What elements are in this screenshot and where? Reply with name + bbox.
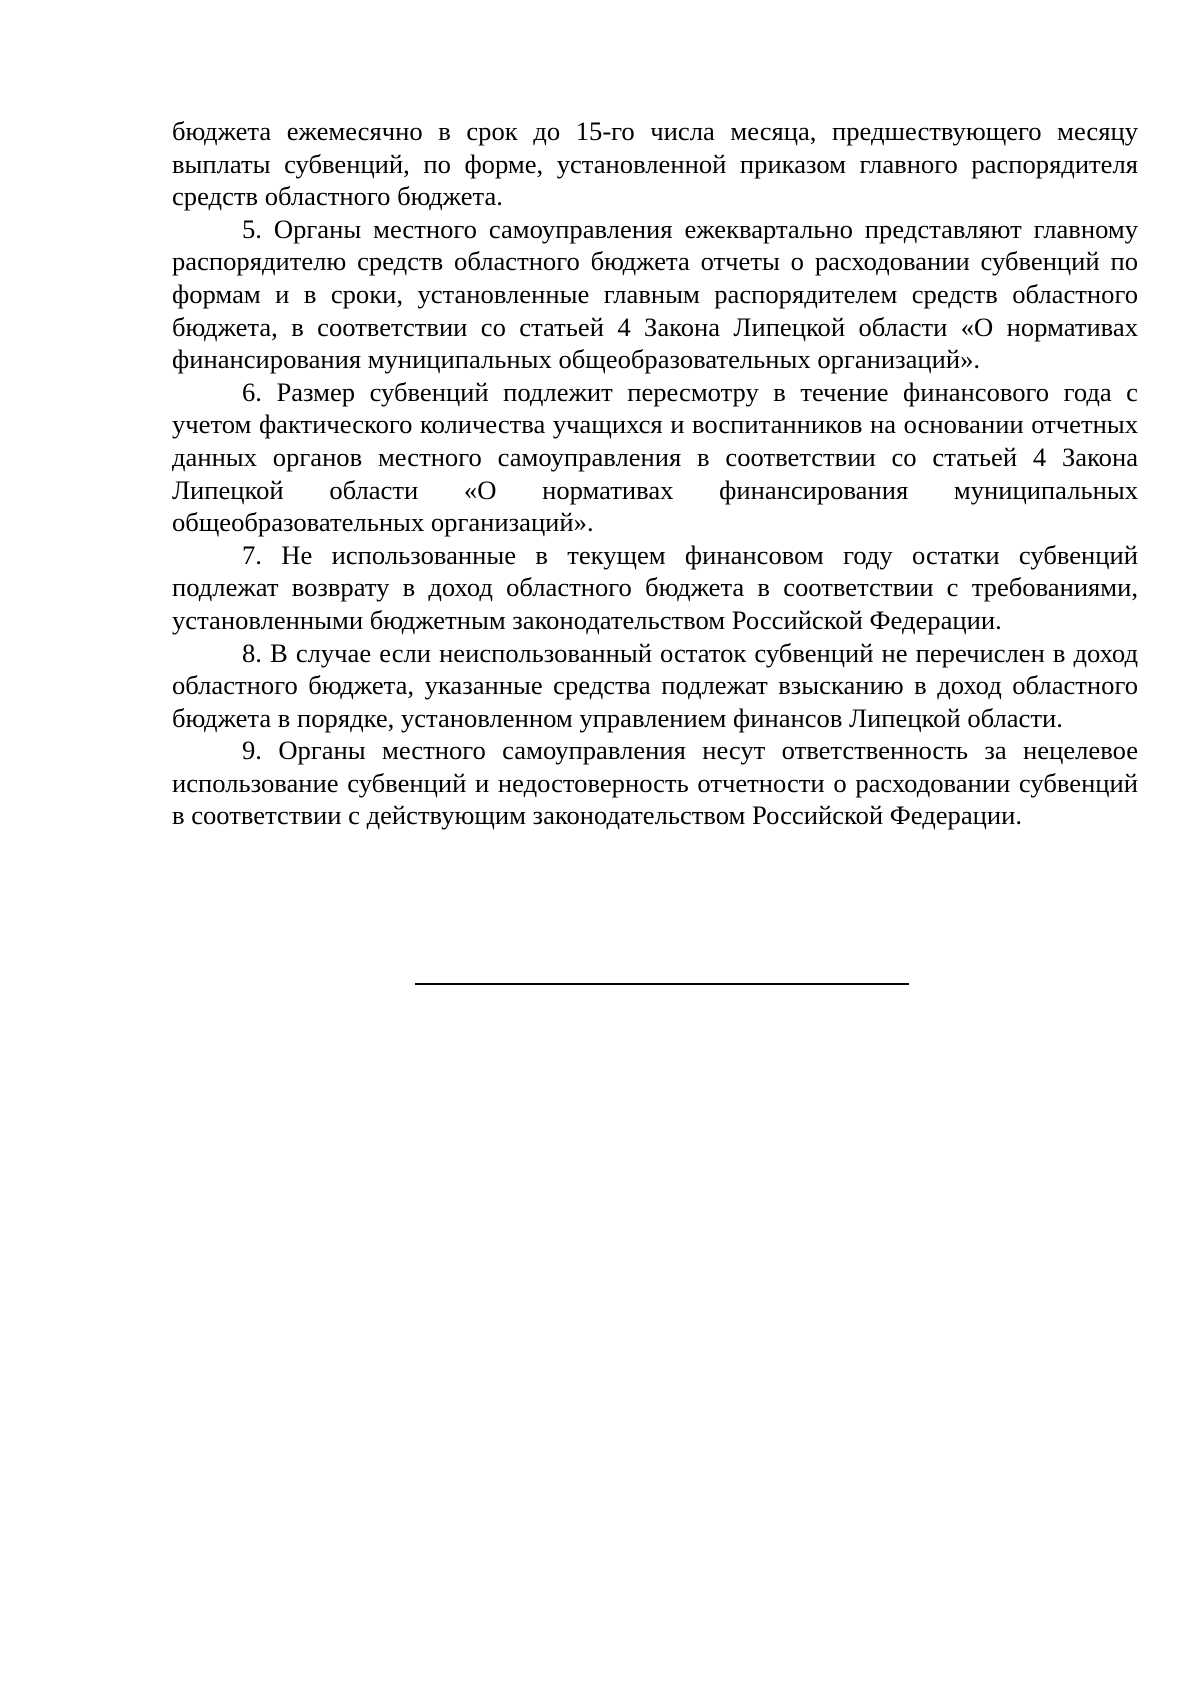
paragraph-item-7: 7. Не использованные в текущем финансовом году остатки субвенций подлежат возврату в доход областного бюджета в соответствии с требованиями, установленными бюджетным законодательством Российской Федерации. (172, 539, 1138, 635)
paragraph-item-6: 6. Размер субвенций подлежит пересмотру в течение финансового года с учетом фактического количества учащихся и воспитанников на основании отчетных данных органов местного самоуправления в соответствии со статьей 4 Закона Липецкой области «О нормативах финансирования муниципальных общеобразовательных организаций». (172, 376, 1138, 538)
continuation-paragraph: бюджета ежемесячно в срок до 15-го числа месяца, предшествующего месяцу выплаты субвенций, по форме, установленной приказом главного распорядителя средств областного бюджета. (172, 116, 1138, 212)
paragraph-item-8: 8. В случае если неиспользованный остаток субвенций не перечислен в доход областного бюджета, указанные средства подлежат взысканию в доход областного бюджета в порядке, установленном управлением финансов Липецкой области. (172, 637, 1138, 733)
paragraph-item-9: 9. Органы местного самоуправления несут ответственность за нецелевое использование субвенций и недостоверность отчетности о расходовании субвенций в соответствии с действующим законодательством Российской Федерации. (172, 735, 1138, 831)
paragraph-item-5: 5. Органы местного самоуправления ежеквартально представляют главному распорядителю средств областного бюджета отчеты о расходовании субвенций по формам и в сроки, установленные главным распорядителем средств областного бюджета, в соответствии со статьей 4 Закона Липецкой области «О нормативах финансирования муниципальных общеобразовательных организаций». (172, 213, 1138, 375)
end-of-document-rule (415, 983, 909, 985)
document-body (172, 115, 1138, 832)
